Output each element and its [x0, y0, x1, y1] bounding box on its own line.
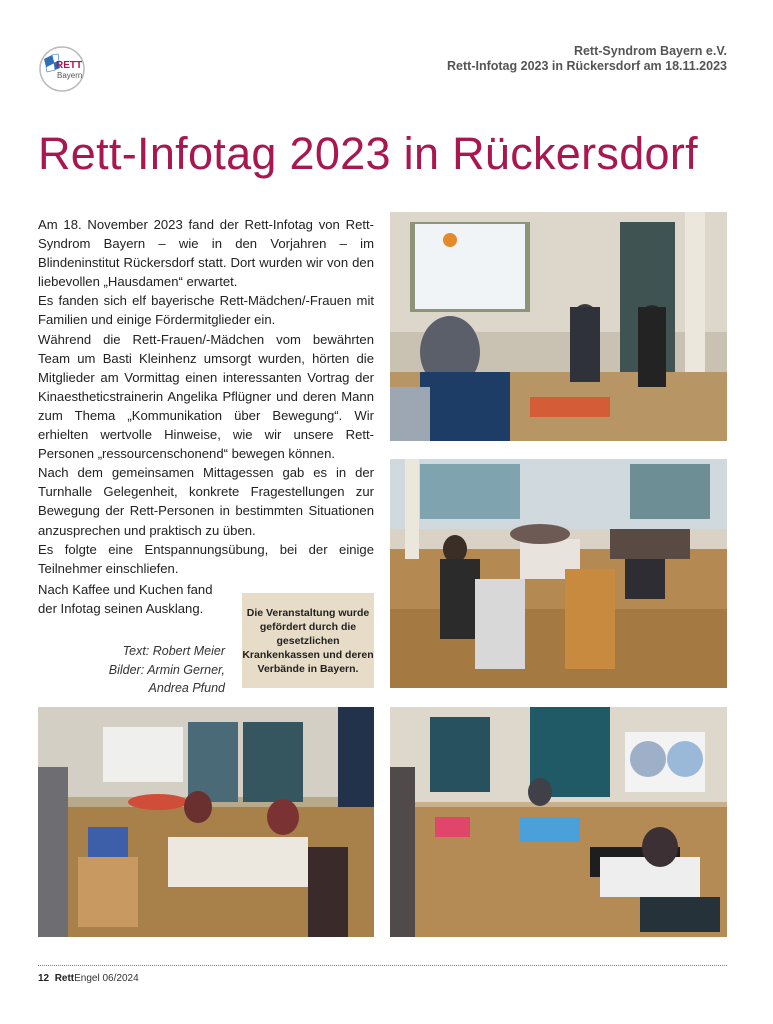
paragraph: Nach dem gemeinsamen Mittagessen gab es in der Turnhalle Gelegenheit, konkrete Fragestellungen zur Bewegung der Rett-Personen in bestimmten Situationen anzusprechen und praktisch zu üben.: [38, 465, 374, 538]
svg-text:Bayern: Bayern: [57, 71, 83, 80]
credit-text: Text: Robert Meier: [122, 644, 225, 658]
credit-photos-1: Bilder: Armin Gerner,: [108, 662, 225, 677]
funding-note-box: Die Veranstaltung wurde gefördert durch die gesetzlichen Krankenkassen und deren Verbände in Bayern.: [242, 593, 374, 688]
paragraph: Es folgte eine Entspannungsübung, bei der einige Teilnehmer einschliefen.: [38, 541, 374, 576]
header: [447, 44, 727, 74]
svg-text:RETT: RETT: [56, 60, 83, 71]
magazine-issue: Engel 06/2024: [74, 973, 139, 984]
footer-divider: [38, 965, 727, 966]
paragraph: Am 18. November 2023 fand der Rett-Infotag von Rett-Syndrom Bayern – wie in den Vorjahren – im Blindeninstitut Rückersdorf statt. Dort wurden wir von den liebevollen „Hausdamen“ erwartet.: [38, 217, 374, 290]
header-org: Rett-Syndrom Bayern e.V.: [573, 44, 727, 58]
page-footer: [38, 973, 139, 984]
rett-bayern-logo: [38, 45, 86, 93]
magazine-name-bold: Rett: [54, 973, 75, 984]
photo-gym-mats: [390, 707, 727, 937]
photo-presentation: [390, 212, 727, 441]
photo-hall-overview: [390, 459, 727, 688]
article-body: [38, 215, 374, 578]
paragraph: Es fanden sich elf bayerische Rett-Mädchen/-Frauen mit Familien und einige Fördermitglieder ein.: [38, 293, 374, 328]
paragraph: Während die Rett-Frauen/-Mädchen vom bewährten Team um Basti Kleinhenz umsorgt wurden, hörten die Mitglieder am Vormittag einen interessanten Vortrag der Kinaestheticstrainerin Angelika Pflügner und deren Mann zum Thema „Kommunikation über Bewegung“. Wir erhielten wertvolle Hinweise, wie wir unsere Rett-Personen „ressourcenschonend“ bewegen können.: [38, 331, 374, 462]
header-event: Rett-Infotag 2023 in Rückersdorf am 18.11.2023: [447, 59, 727, 73]
credit-photos-2: Andrea Pfund: [148, 681, 225, 695]
credits: [109, 642, 225, 698]
closing-paragraph: Nach Kaffee und Kuchen fand der Infotag seinen Ausklang.: [38, 582, 213, 617]
page-number: 12: [38, 973, 50, 984]
article-title: Rett-Infotag 2023 in Rückersdorf: [38, 128, 698, 179]
photo-room-tables: [38, 707, 374, 937]
